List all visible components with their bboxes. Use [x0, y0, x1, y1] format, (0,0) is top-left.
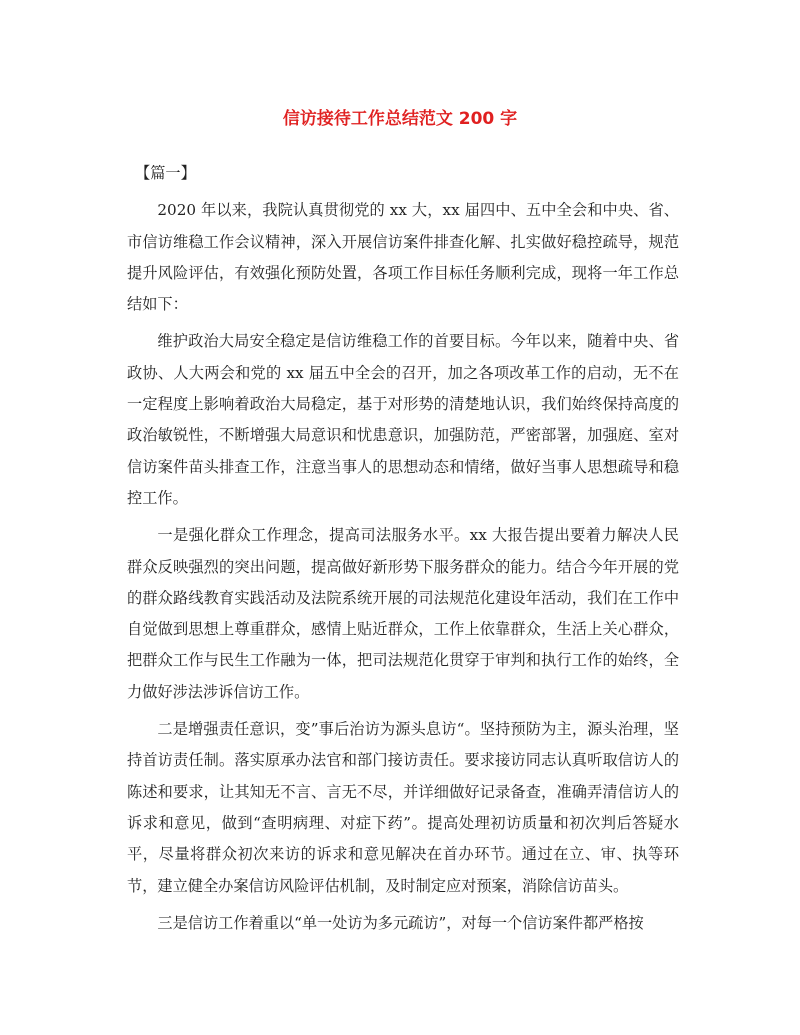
paragraph: 维护政治大局安全稳定是信访维稳工作的首要目标。今年以来，随着中央、省政协、人大两会和党的 xx 届五中全会的召开，加之各项改革工作的启动，无不在一定程度上影响着政治大局稳定，基于对形势的清楚地认识，我们始终保持高度的政治敏锐性，不断增强大局意识和忧患意识，加强防范，严密部署，加强庭、室对信访案件苗头排查工作，注意当事人的思想动态和情绪，做好当事人思想疏导和稳控工作。 — [127, 332, 679, 507]
section-label: 【篇一】 — [135, 164, 196, 182]
document-title: 信访接待工作总结范文 200 字 — [282, 109, 518, 129]
paragraph: 二是增强责任意识，变”事后治访为源头息访“。坚持预防为主，源头治理，坚持首访责任制。落实原承办法官和部门接访责任。要求接访同志认真听取信访人的陈述和要求，让其知无不言、言无不尽，并详细做好记录备查，准确弄清信访人的诉求和意见，做到“查明病理、对症下药”。提高处理初访质量和初次判后答疑水平，尽量将群众初次来访的诉求和意见解决在首办环节。通过在立、审、执等环节，建立健全办案信访风险评估机制，及时制定应对预案，消除信访苗头。 — [127, 720, 679, 895]
document-body — [127, 158, 679, 945]
paragraph: 三是信访工作着重以“单一处访为多元疏访”，对每一个信访案件都严格按 — [157, 913, 644, 932]
paragraph: 一是强化群众工作理念，提高司法服务水平。xx 大报告提出要着力解决人民群众反映强烈的突出问题，提高做好新形势下服务群众的能力。结合今年开展的党的群众路线教育实践活动及法院系统开展的司法规范化建设年活动，我们在工作中自觉做到思想上尊重群众，感情上贴近群众，工作上依靠群众，生活上关心群众，把群众工作与民生工作融为一体，把司法规范化贯穿于审判和执行工作的始终，全力做好涉法涉诉信访工作。 — [127, 526, 679, 701]
paragraph: 2020 年以来，我院认真贯彻党的 xx 大，xx 届四中、五中全会和中央、省、市信访维稳工作会议精神，深入开展信访案件排查化解、扎实做好稳控疏导，规范提升风险评估，有效强化预防处置，各项工作目标任务顺利完成，现将一年工作总结如下： — [127, 201, 679, 314]
